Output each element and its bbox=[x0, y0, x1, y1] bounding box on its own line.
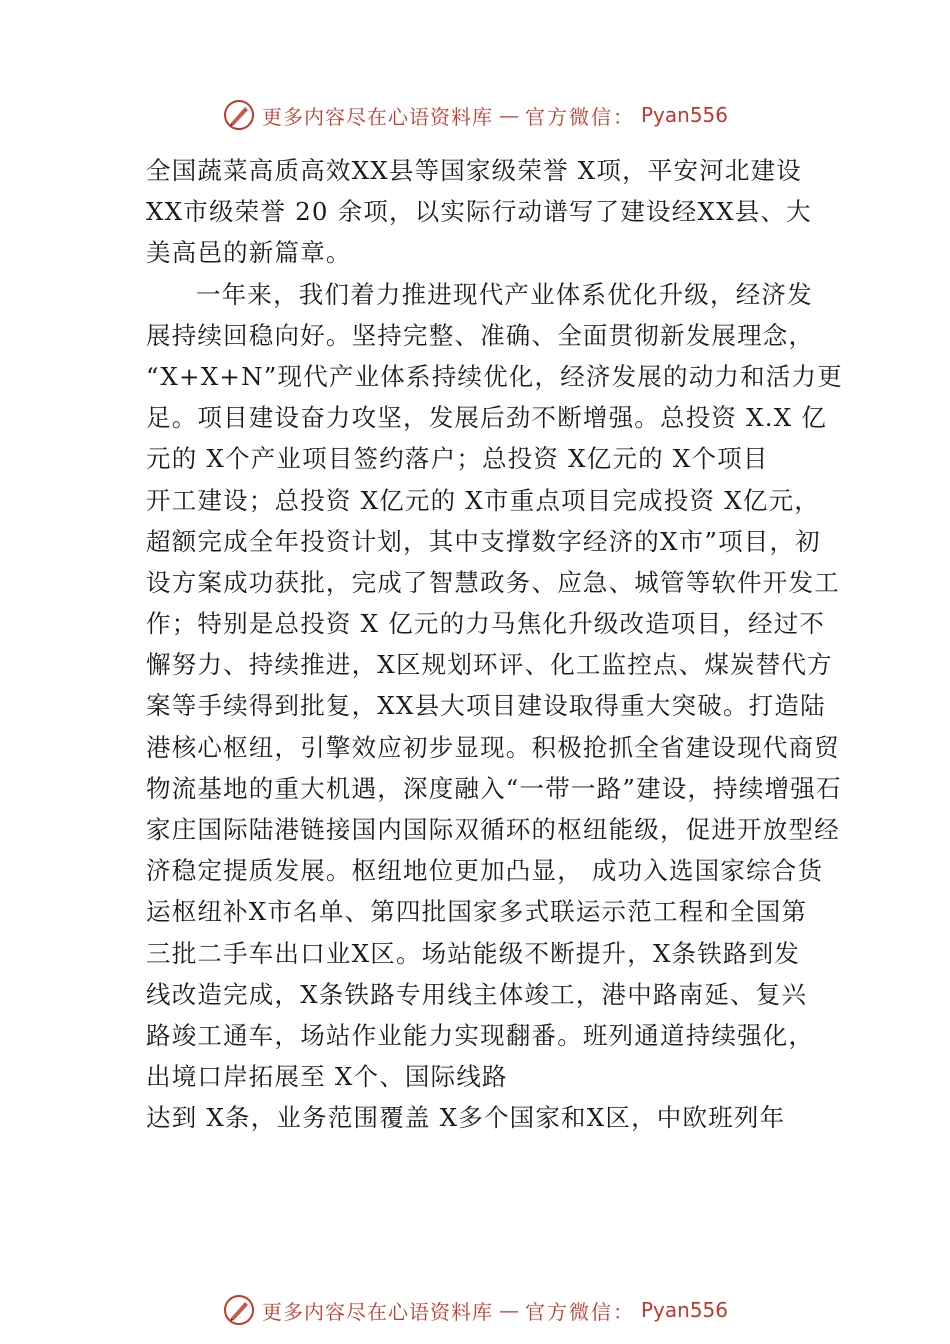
text-line: 港核心枢纽，引擎效应初步显现。积极抢抓全省建设现代商贸 bbox=[146, 732, 840, 762]
text-line: 物流基地的重大机遇，深度融入“一带一路”建设，持续增强石 bbox=[146, 773, 842, 803]
text-line: 足。项目建设奋力攻坚，发展后劲不断增强。总投资 X.X 亿 bbox=[146, 403, 828, 433]
text-line: 超额完成全年投资计划，其中支撑数字经济的X市”项目，初 bbox=[146, 526, 821, 556]
text-line: 济稳定提质发展。枢纽地位更加凸显， 成功入选国家综合货 bbox=[146, 856, 824, 886]
watermark-dash: — bbox=[498, 103, 519, 127]
text-line: 线改造完成，X条铁路专用线主体竣工，港中路南延、复兴 bbox=[146, 979, 808, 1009]
text-line: 出境口岸拓展至 X个、国际线路 bbox=[146, 1062, 508, 1092]
text-line: 开工建设；总投资 X亿元的 X市重点项目完成投资 X亿元， bbox=[146, 485, 820, 515]
watermark-wechat-id: Pyan556 bbox=[640, 1298, 728, 1322]
text-line: 一年来，我们着力推进现代产业体系优化升级，经济发 bbox=[196, 279, 813, 309]
text-line: 路竣工通车，场站作业能力实现翻番。班列通道持续强化， bbox=[146, 1020, 815, 1050]
text-line: 运枢纽补X市名单、第四批国家多式联运示范工程和全国第 bbox=[146, 897, 808, 927]
text-line: 三批二手车出口业X区。场站能级不断提升，X条铁路到发 bbox=[146, 938, 801, 968]
text-line: 全国蔬菜高质高效XX县等国家级荣誉 X项，平安河北建设 bbox=[146, 156, 803, 185]
watermark-text: 更多内容尽在心语资料库 bbox=[261, 1299, 493, 1324]
document-body bbox=[146, 150, 843, 1139]
text-line: 案等手续得到批复，XX县大项目建设取得重大突破。打造陆 bbox=[146, 691, 826, 721]
text-line: 元的 X个产业项目签约落户；总投资 X亿元的 X个项目 bbox=[146, 444, 769, 474]
watermark-label: 官方微信： bbox=[524, 104, 635, 129]
pen-logo-icon bbox=[222, 98, 256, 132]
watermark-wechat-id: Pyan556 bbox=[640, 103, 728, 127]
text-line: “X+X+N”现代产业体系持续优化，经济发展的动力和活力更 bbox=[146, 361, 843, 391]
pen-logo-icon bbox=[222, 1293, 256, 1327]
text-line: 展持续回稳向好。坚持完整、准确、全面贯彻新发展理念， bbox=[146, 320, 815, 350]
text-line: XX市级荣誉 20 余项，以实际行动谱写了建设经XX县、大 bbox=[146, 197, 812, 227]
text-line: 设方案成功获批，完成了智慧政务、应急、城管等软件开发工 bbox=[146, 567, 840, 597]
header-watermark bbox=[0, 95, 950, 135]
watermark-dash: — bbox=[498, 1298, 519, 1322]
text-line: 美高邑的新篇章。 bbox=[146, 238, 352, 268]
watermark-label: 官方微信： bbox=[524, 1299, 635, 1324]
footer-watermark bbox=[0, 1290, 950, 1330]
text-line: 达到 X条，业务范围覆盖 X多个国家和X区，中欧班列年 bbox=[146, 1103, 786, 1133]
text-line: 懈努力、持续推进，X区规划环评、化工监控点、煤炭替代方 bbox=[146, 650, 833, 680]
text-line: 作；特别是总投资 X 亿元的力马焦化升级改造项目，经过不 bbox=[146, 609, 826, 639]
watermark-text: 更多内容尽在心语资料库 bbox=[261, 104, 493, 129]
text-line: 家庄国际陆港链接国内国际双循环的枢纽能级，促进开放型经 bbox=[146, 815, 840, 844]
